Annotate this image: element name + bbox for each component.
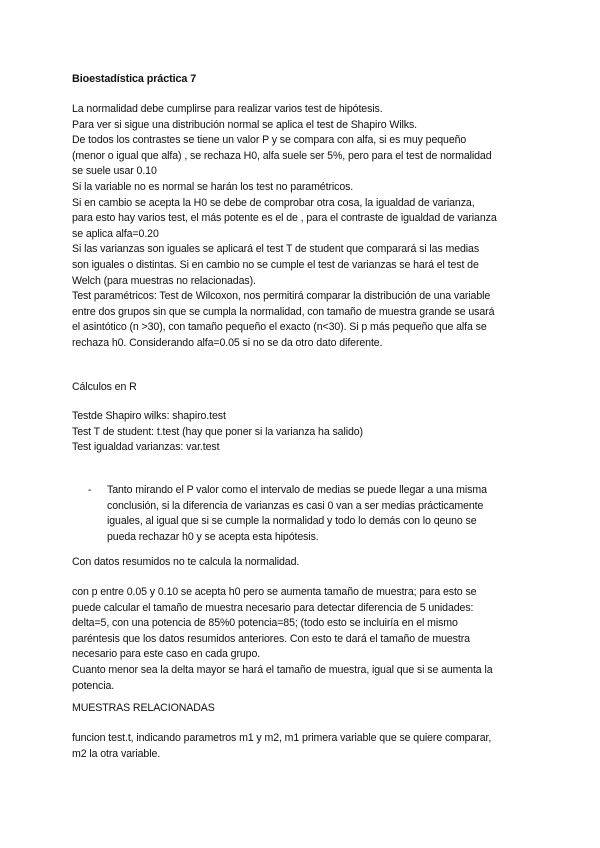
tamano-line: potencia. [72, 679, 115, 692]
intro-line: Si en cambio se acepta la H0 se debe de comprobar otra cosa, la igualdad de varianza, [72, 196, 475, 209]
intro-line: Test paramétricos: Test de Wilcoxon, nos permitirá comparar la distribución de una variable [72, 290, 491, 303]
intro-line: entre dos grupos sin que se cumpla la normalidad, con tamaño de muestra grande se usará [72, 305, 495, 318]
calculos-heading: Cálculos en R [72, 381, 137, 393]
tamano-line: puede calcular el tamaño de muestra necesario para detectar diferencia de 5 unidades: [72, 601, 474, 614]
bullet-text [107, 483, 527, 545]
intro-line: se aplica alfa=0.20 [72, 227, 159, 240]
calculos-list [72, 409, 532, 456]
intro-line: son iguales o distintas. Si en cambio no se cumple el test de varianzas se hará el test de [72, 258, 479, 271]
intro-line: Para ver si sigue una distribución normal se aplica el test de Shapiro Wilks. [72, 118, 418, 131]
intro-line: Si las varianzas son iguales se aplicará el test T de student que comparará si las medias [72, 243, 480, 256]
funcion-paragraph [72, 731, 532, 762]
document-title: Bioestadística práctica 7 [72, 73, 197, 85]
intro-line: para esto hay varios test, el más potente es el de , para el contraste de igualdad de varianza [72, 212, 497, 225]
calculos-line: Testde Shapiro wilks: shapiro.test [72, 410, 226, 422]
intro-line: Si la variable no es normal se harán los test no paramétricos. [72, 180, 354, 193]
funcion-line: m2 la otra variable. [72, 747, 161, 760]
bullet-line: pueda rechazar h0 y se acepta esta hipótesis. [107, 530, 319, 543]
intro-line: Welch (para muestras no relacionadas). [72, 274, 256, 287]
bullet-line: Tanto mirando el P valor como el intervalo de medias se puede llegar a una misma [107, 484, 487, 496]
bullet-line: iguales, al igual que si se cumple la normalidad y todo lo demás con lo qeuno se [107, 515, 477, 528]
bullet-marker: - [88, 484, 92, 496]
bullet-line: conclusión, si la diferencia de varianzas es casi 0 van a ser medias prácticamente [107, 499, 484, 512]
calculos-line: Test igualdad varianzas: var.test [72, 441, 220, 454]
tamano-line: paréntesis que los datos resumidos anteriores. Con esto te dará el tamaño de muestra [72, 632, 470, 645]
intro-paragraph [72, 102, 532, 352]
intro-line: se suele usar 0.10 [72, 165, 157, 178]
tamano-line: delta=5, con una potencia de 85%0 potencia=85; (todo esto se incluiría en el mismo [72, 617, 458, 630]
funcion-line: funcion test.t, indicando parametros m1 y m2, m1 primera variable que se quiere comparar, [72, 732, 492, 744]
calculos-line: Test T de student: t.test (hay que poner si la varianza ha salido) [72, 425, 363, 438]
tamano-line: necesario para este caso en cada grupo. [72, 648, 261, 661]
intro-line: La normalidad debe cumplirse para realizar varios test de hipótesis. [72, 103, 383, 115]
intro-line: (menor o igual que alfa) , se rechaza H0, alfa suele ser 5%, pero para el test de normalidad [72, 149, 492, 162]
intro-line: De todos los contrastes se tiene un valor P y se compara con alfa, si es muy pequeño [72, 134, 467, 147]
intro-line: el asintótico (n >30), con tamaño pequeño el exacto (n<30). Si p más pequeño que alfa se [72, 321, 487, 334]
tamano-paragraph [72, 585, 532, 694]
muestras-heading: MUESTRAS RELACIONADAS [72, 702, 215, 714]
tamano-line: con p entre 0.05 y 0.10 se acepta h0 pero se aumenta tamaño de muestra; para esto se [72, 586, 477, 598]
tamano-line: Cuanto menor sea la delta mayor se hará el tamaño de muestra, igual que si se aumenta la [72, 663, 493, 676]
intro-line: rechaza h0. Considerando alfa=0.05 si no se da otro dato diferente. [72, 336, 383, 349]
resumidos-paragraph: Con datos resumidos no te calcula la normalidad. [72, 556, 300, 568]
